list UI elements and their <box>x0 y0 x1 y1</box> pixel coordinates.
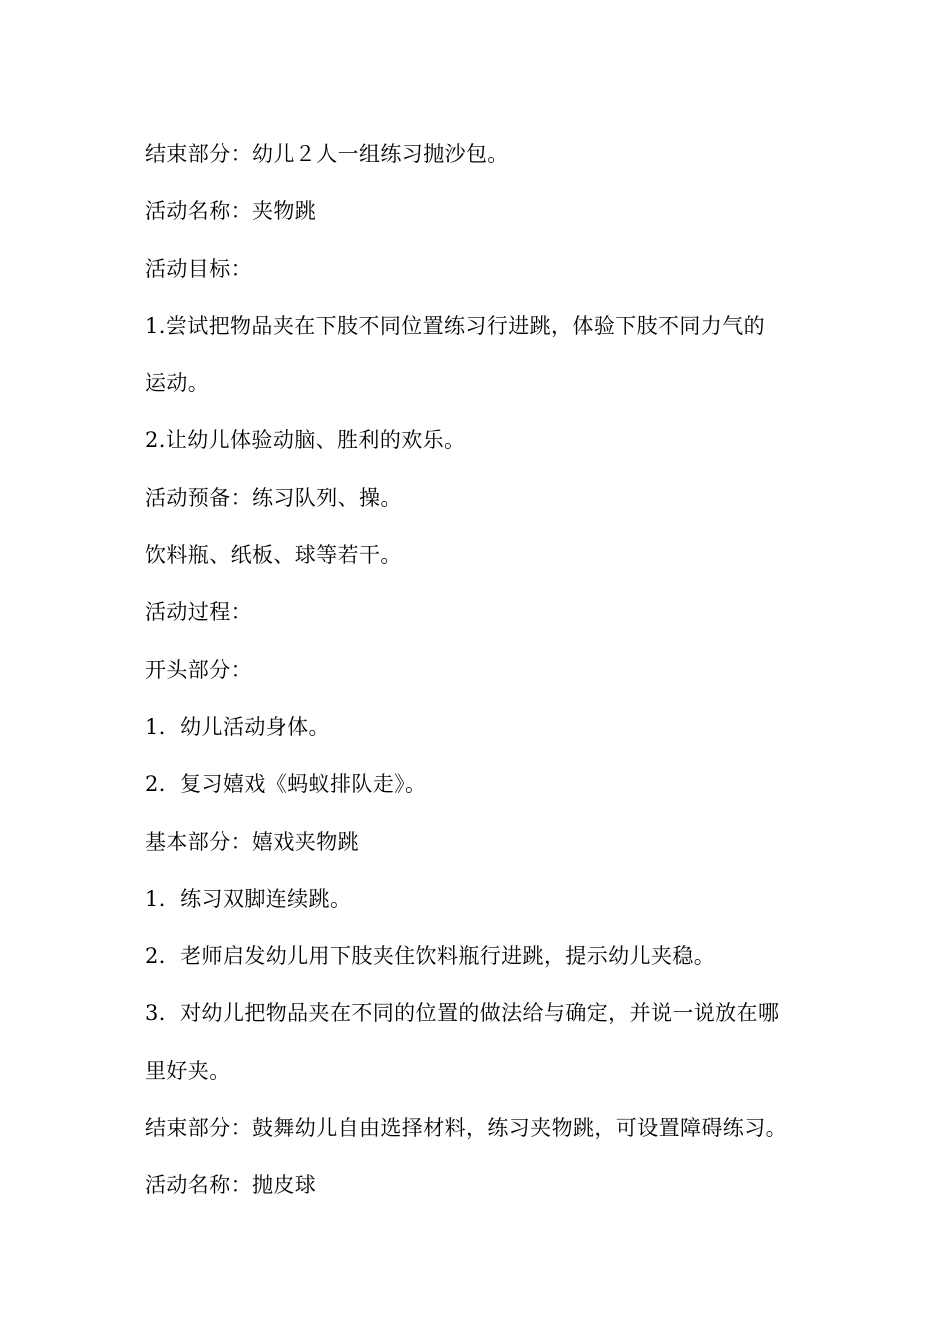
paragraph-line: 基本部分：嬉戏夹物跳 <box>145 829 359 854</box>
paragraph-line: 2．老师启发幼儿用下肢夹住饮料瓶行进跳，提示幼儿夹稳。 <box>145 944 716 969</box>
paragraph-line: 结束部分：鼓舞幼儿自由选择材料，练习夹物跳，可设置障碍练习。 <box>145 1116 787 1141</box>
paragraph-line: 1.尝试把物品夹在下肢不同位置练习行进跳，体验下肢不同力气的 <box>145 313 766 338</box>
paragraph-line: 活动名称：夹物跳 <box>145 199 317 224</box>
paragraph-line: 里好夹。 <box>145 1058 231 1083</box>
document-body <box>145 134 815 1223</box>
paragraph-line: 1．练习双脚连续跳。 <box>145 886 352 911</box>
paragraph-line: 活动名称：抛皮球 <box>145 1173 317 1198</box>
paragraph-line: 饮料瓶、纸板、球等若干。 <box>145 543 402 568</box>
paragraph-line: 结束部分：幼儿２人一组练习抛沙包。 <box>145 142 509 166</box>
paragraph-line: 运动。 <box>145 371 210 396</box>
paragraph-line: 活动预备：练习队列、操。 <box>145 485 402 510</box>
paragraph-line: 2．复习嬉戏《蚂蚁排队走》。 <box>145 772 427 797</box>
paragraph-line: 3．对幼儿把物品夹在不同的位置的做法给与确定，并说一说放在哪 <box>145 1001 780 1026</box>
paragraph-line: 活动目标： <box>145 256 252 281</box>
paragraph-line: 2.让幼儿体验动脑、胜利的欢乐。 <box>145 428 466 453</box>
paragraph-line: 活动过程： <box>145 600 252 625</box>
paragraph-line: 开头部分： <box>145 657 252 682</box>
paragraph-line: 1．幼儿活动身体。 <box>145 714 330 739</box>
